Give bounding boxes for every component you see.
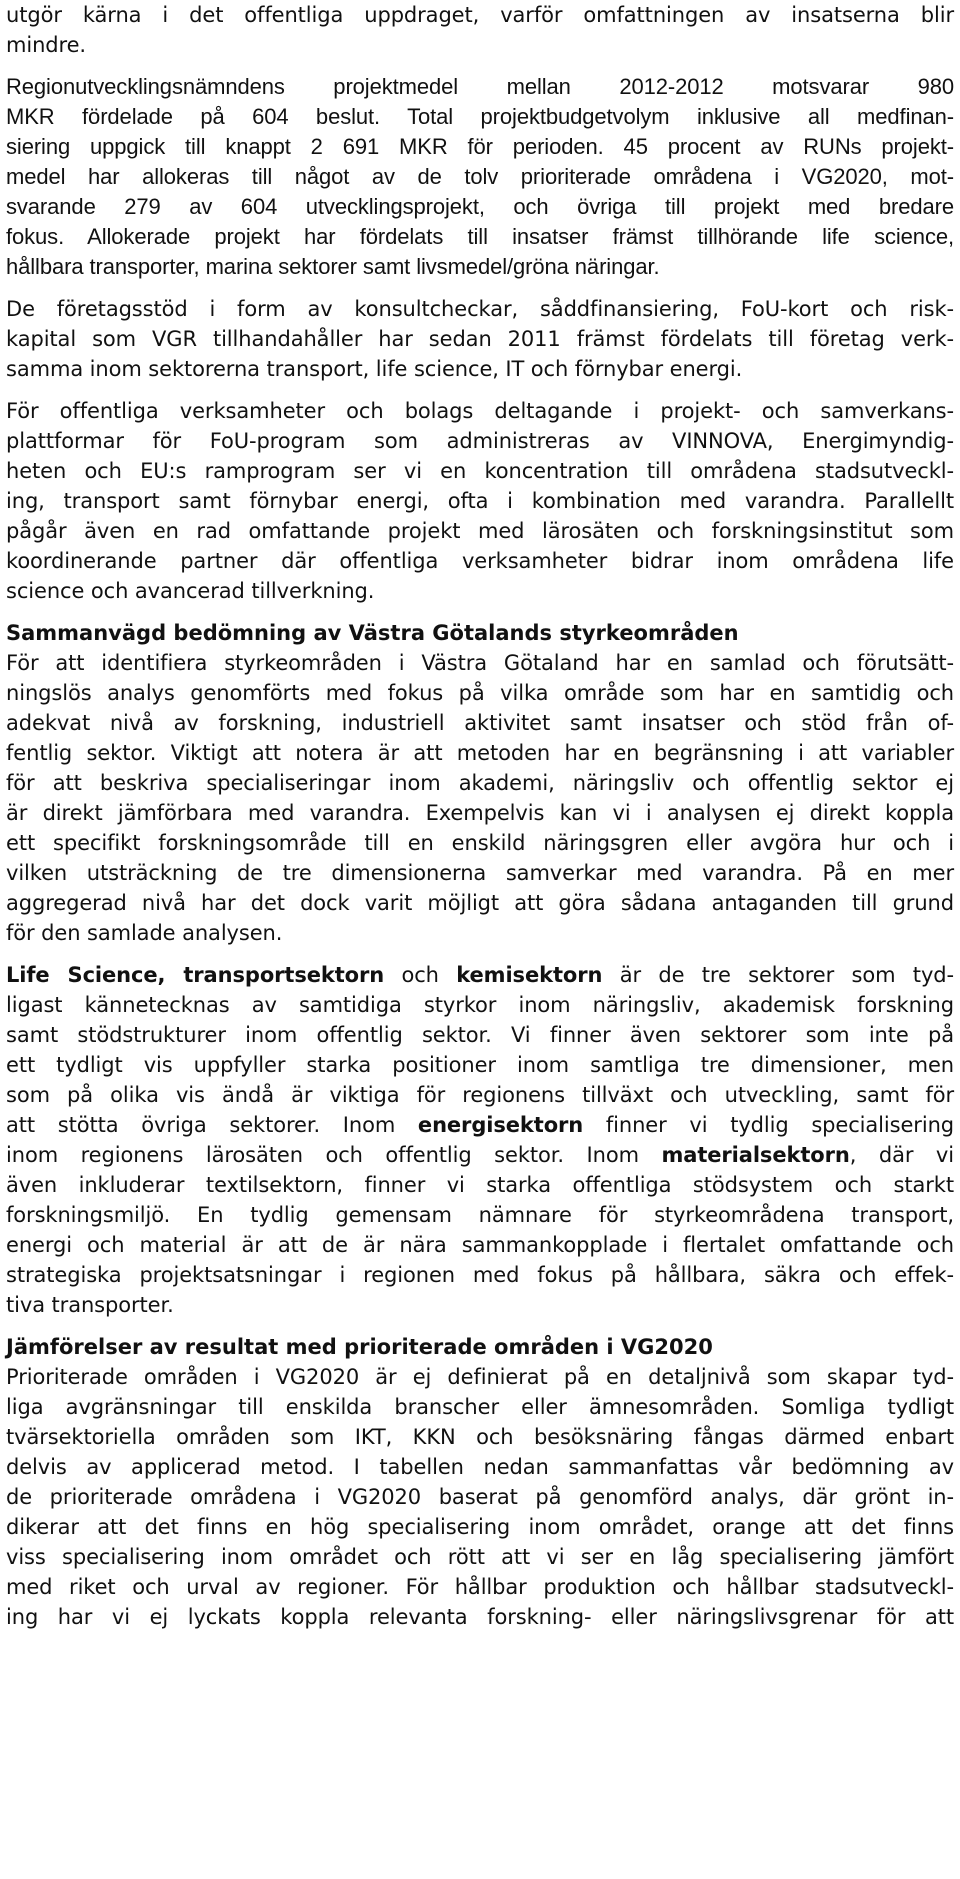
text-run: inom regionens lärosäten och offentlig sektor. Inom — [6, 1143, 662, 1167]
text-line: För att identifiera styrkeområden i Västra Götaland har en samlad och förutsätt- — [6, 651, 954, 675]
text-run: och — [384, 963, 457, 987]
text-run: är de tre sektorer som tyd- — [602, 963, 954, 987]
text-line: ett tydligt vis uppfyller starka positioner inom samtliga tre dimensioner, men — [6, 1053, 954, 1077]
text-line — [6, 960, 954, 990]
text-line: vilken utsträckning de tre dimensionerna samverkar med varandra. På en mer — [6, 861, 954, 885]
section-heading: Jämförelser av resultat med prioriterade områden i VG2020 — [6, 1335, 713, 1359]
text-line: Regionutvecklingsnämndens projektmedel mellan 2012-2012 motsvarar 980 — [6, 74, 954, 99]
text-line: aggregerad nivå har det dock varit möjligt att göra sådana antaganden till grund — [6, 891, 954, 915]
text-run: finner vi tydlig specialisering — [583, 1113, 955, 1137]
text-line: samt stödstrukturer inom offentlig sektor. Vi finner även sektorer som inte på — [6, 1023, 954, 1047]
text-line: ett specifikt forskningsområde till en enskild näringsgren eller avgöra hur och i — [6, 831, 954, 855]
text-line: plattformar för FoU-program som administreras av VINNOVA, Energimyndig- — [6, 429, 954, 453]
text-line: delvis av applicerad metod. I tabellen nedan sammanfattas vår bedömning av — [6, 1455, 954, 1479]
text-run: att stötta övriga sektorer. Inom — [6, 1113, 418, 1137]
text-line: adekvat nivå av forskning, industriell aktivitet samt insatser och stöd från of- — [6, 711, 954, 735]
text-line: de prioriterade områdena i VG2020 baserat på genomförd analys, där grönt in- — [6, 1485, 954, 1509]
text-line: MKR fördelade på 604 beslut. Total projektbudgetvolym inklusive all medfinan- — [6, 104, 954, 129]
text-line: kapital som VGR tillhandahåller har sedan 2011 främst fördelats till företag verk- — [6, 327, 954, 351]
text-line: siering uppgick till knappt 2 691 MKR för perioden. 45 procent av RUNs projekt- — [6, 134, 954, 159]
text-line: med riket och urval av regioner. För hållbar produktion och hållbar stadsutveckl- — [6, 1575, 954, 1599]
text-line: tiva transporter. — [6, 1293, 174, 1317]
text-line — [6, 1110, 954, 1140]
paragraph-public-participation — [6, 396, 954, 606]
paragraph-assessment — [6, 648, 954, 948]
paragraph-business-support — [6, 294, 954, 384]
text-line: fentlig sektor. Viktigt att notera är att metoden har en begränsning i att variabler — [6, 741, 954, 765]
text-line: liga avgränsningar till enskilda branscher eller ämnesområden. Somliga tydligt — [6, 1395, 954, 1419]
text-line: dikerar att det finns en hög specialisering inom området, orange att det finns — [6, 1515, 954, 1539]
text-line: För offentliga verksamheter och bolags deltagande i projekt- och samverkans- — [6, 399, 954, 423]
text-line: tvärsektoriella områden som IKT, KKN och besöksnäring fångas därmed enbart — [6, 1425, 954, 1449]
text-line: koordinerande partner där offentliga verksamheter bidrar inom områdena life — [6, 549, 954, 573]
paragraph-project-funds — [6, 72, 954, 282]
text-line: ningslös analys genomförts med fokus på vilka område som har en samtidig och — [6, 681, 954, 705]
section-heading: Sammanvägd bedömning av Västra Götalands styrkeområden — [6, 621, 739, 645]
document-page — [6, 0, 954, 1632]
text-line: för att beskriva specialiseringar inom akademi, näringsliv och offentlig sektor ej — [6, 771, 954, 795]
text-line: är direkt jämförbara med varandra. Exempelvis kan vi i analysen ej direkt koppla — [6, 801, 954, 825]
text-line: energi och material är att de är nära sammankopplade i flertalet omfattande och — [6, 1233, 954, 1257]
paragraph-intro — [6, 0, 954, 60]
text-line: samma inom sektorerna transport, life science, IT och förnybar energi. — [6, 357, 743, 381]
text-run: , där vi — [849, 1143, 954, 1167]
text-line: ligast kännetecknas av samtidiga styrkor inom näringsliv, akademisk forskning — [6, 993, 954, 1017]
text-line: strategiska projektsatsningar i regionen med fokus på hållbara, säkra och effek- — [6, 1263, 954, 1287]
text-line: ing har vi ej lyckats koppla relevanta forskning- eller näringslivsgrenar för att — [6, 1605, 954, 1629]
text-line: även inkluderar textilsektorn, finner vi starka offentliga stödsystem och starkt — [6, 1173, 954, 1197]
text-line: science och avancerad tillverkning. — [6, 579, 375, 603]
text-line: pågår även en rad omfattande projekt med lärosäten och forskningsinstitut som — [6, 519, 954, 543]
text-line: mindre. — [6, 33, 86, 57]
paragraph-sectors — [6, 960, 954, 1320]
text-line: viss specialisering inom området och rött att vi ser en låg specialisering jämfört — [6, 1545, 954, 1569]
text-line: utgör kärna i det offentliga uppdraget, varför omfattningen av insatserna blir — [6, 3, 954, 27]
text-line: heten och EU:s ramprogram ser vi en koncentration till områdena stadsutveckl- — [6, 459, 954, 483]
text-line: ing, transport samt förnybar energi, ofta i kombination med varandra. Parallellt — [6, 489, 954, 513]
text-line: forskningsmiljö. En tydlig gemensam nämnare för styrkeområdena transport, — [6, 1203, 954, 1227]
text-line: Prioriterade områden i VG2020 är ej definierat på en detaljnivå som skapar tyd- — [6, 1365, 954, 1389]
bold-term: energisektorn — [417, 1113, 584, 1137]
paragraph-comparison — [6, 1362, 954, 1632]
text-line: svarande 279 av 604 utvecklingsprojekt, och övriga till projekt med bredare — [6, 194, 954, 219]
text-line — [6, 1140, 954, 1170]
text-line: medel har allokeras till något av de tolv prioriterade områdena i VG2020, mot- — [6, 164, 954, 189]
bold-term: materialsektorn — [661, 1143, 850, 1167]
text-line: hållbara transporter, marina sektorer samt livsmedel/gröna näringar. — [6, 254, 660, 279]
bold-term: kemisektorn — [456, 963, 603, 987]
text-line: för den samlade analysen. — [6, 921, 283, 945]
text-line: som på olika vis ändå är viktiga för regionens tillväxt och utveckling, samt för — [6, 1083, 954, 1107]
bold-term: Life Science, transportsektorn — [6, 963, 385, 987]
text-line: fokus. Allokerade projekt har fördelats till insatser främst tillhörande life science, — [6, 224, 954, 249]
text-line: De företagsstöd i form av konsultcheckar, såddfinansiering, FoU-kort och risk- — [6, 297, 954, 321]
